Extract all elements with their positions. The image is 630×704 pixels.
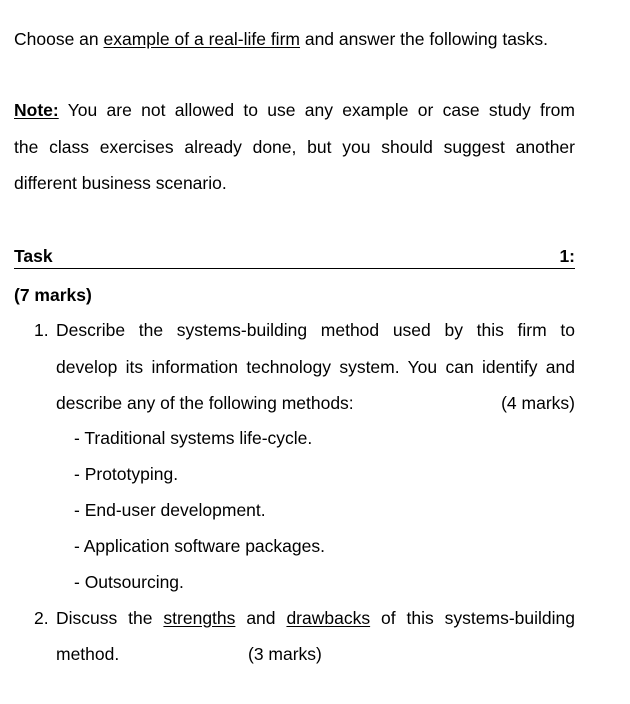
note-text-1: You are not allowed to use any example or case study from	[67, 100, 575, 120]
note-label: Note:	[14, 100, 59, 120]
item-2-line-2: method.	[56, 644, 120, 664]
intro-text-before: Choose an	[14, 29, 104, 49]
intro-underlined-phrase: example of a real-life firm	[103, 29, 300, 49]
item-2-line-1	[56, 608, 575, 628]
intro-text-after: and answer the following tasks.	[299, 29, 549, 49]
task-heading	[14, 246, 575, 269]
item-1-line-2: develop its information technology system. You can identify and	[56, 357, 575, 377]
method-item: - Traditional systems life-cycle.	[74, 428, 313, 448]
note-line-3	[14, 173, 227, 193]
strengths-term: strengths	[163, 608, 236, 628]
method-item: - Prototyping.	[74, 464, 179, 484]
item-2-number: 2.	[34, 608, 49, 628]
task-marks	[14, 285, 92, 305]
item-2-text-a: Discuss the	[56, 608, 153, 628]
task-heading-left: Task	[14, 246, 53, 266]
note-text-3: different business scenario.	[14, 173, 227, 193]
drawbacks-term: drawbacks	[286, 608, 371, 628]
item-2-marks: (3 marks)	[248, 644, 322, 664]
item-2-text-b: and	[246, 608, 276, 628]
intro-line	[14, 29, 548, 49]
note-line-2	[14, 137, 575, 157]
item-1-line-3: describe any of the following methods:	[56, 393, 354, 413]
item-1-number: 1.	[34, 320, 49, 340]
item-1-line-1: Describe the systems-building method used by this firm to	[56, 320, 575, 340]
item-1-marks: (4 marks)	[501, 393, 575, 413]
task-marks-text: (7 marks)	[14, 285, 92, 305]
method-item: - End-user development.	[74, 500, 266, 520]
method-item: - Application software packages.	[74, 536, 325, 556]
method-item: - Outsourcing.	[74, 572, 184, 592]
note-line-1	[14, 100, 575, 120]
item-2-text-c: of this systems-building	[381, 608, 575, 628]
task-heading-number: 1:	[559, 246, 575, 266]
note-text-2: the class exercises already done, but you should suggest another	[14, 137, 575, 157]
